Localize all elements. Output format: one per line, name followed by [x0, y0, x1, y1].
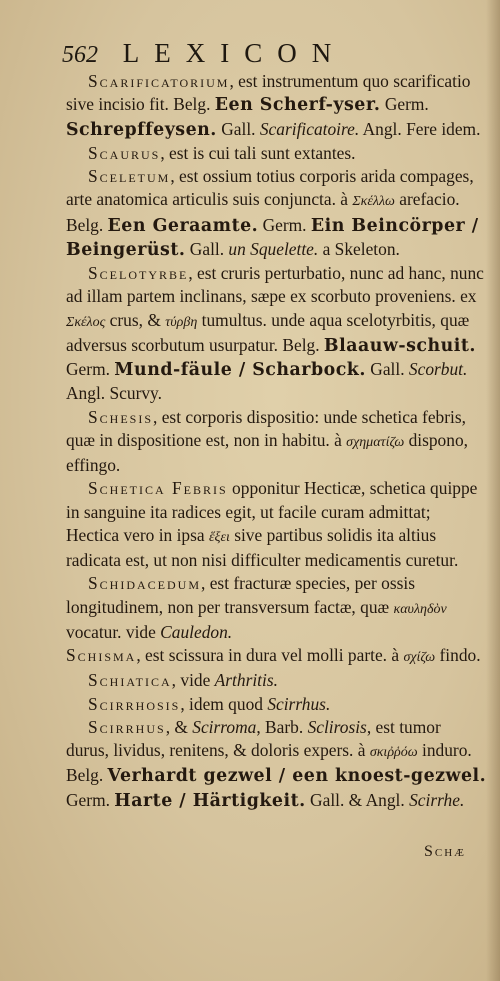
entry-text: Gall.: [365, 359, 409, 379]
page-edge-shadow: [486, 0, 500, 981]
vernacular-term: Mund-fäule / Scharbock.: [114, 360, 366, 380]
entry-text: , vide: [171, 670, 215, 691]
running-head: LEXICON: [122, 38, 347, 68]
greek-term: τύρβη: [165, 314, 198, 330]
greek-term: Σκέλος: [66, 314, 106, 330]
entry-text: , est fracturæ species, per ossis longitudinem, non per transversum factæ, quæ: [66, 573, 415, 617]
dictionary-entry: [66, 716, 488, 813]
entry-text: dispono, effingo.: [66, 429, 468, 475]
entry-text: Gall.: [216, 118, 260, 139]
entry-text: , idem quod: [180, 693, 268, 714]
entry-headword: Scelotyrbe: [88, 263, 189, 283]
vernacular-term: Verhardt gezwel / een knoest-gezwel.: [107, 766, 487, 787]
entry-text: Germ.: [380, 94, 429, 115]
vernacular-term: Schrepffeysen.: [66, 119, 217, 140]
italic-term: Scirrhe.: [409, 789, 465, 810]
entry-text: , Barb.: [256, 716, 308, 737]
entry-text: Germ.: [66, 789, 115, 810]
entry-headword: Schidacedum: [88, 573, 202, 594]
entry-headword: Scaurus: [88, 142, 161, 163]
entry-headword: Scarificatorium: [88, 71, 230, 91]
italic-term: Scorbut.: [408, 359, 468, 379]
entry-text: opponitur Hecticæ, schetica quippe in sanguine ita radices egit, ut facile curam admittat; Hectica vero in ipsa: [66, 478, 478, 545]
dictionary-entry: [66, 70, 488, 142]
entry-text: Angl. Fere idem.: [359, 118, 481, 139]
dictionary-entry: [66, 644, 488, 669]
entry-text: , est is cui tali sunt extantes.: [160, 142, 356, 163]
greek-term: καυληδὸν: [393, 601, 447, 617]
greek-term: σχηματίζω: [346, 434, 405, 450]
entry-text: tumultus. unde aqua scelotyrbitis, quæ adversus scorbutum usurpatur. Belg.: [66, 309, 470, 355]
entry-text: findo.: [435, 645, 481, 665]
entry-text: , est corporis dispositio: unde schetica febris, quæ in dispositione est, non in habitu. à: [66, 406, 466, 450]
dictionary-entry: [66, 165, 488, 262]
dictionary-entry: [66, 142, 488, 165]
vernacular-term: Harte / Härtigkeit.: [114, 790, 306, 811]
dictionary-entries: [66, 70, 488, 813]
entry-text: Germ.: [66, 359, 115, 379]
entry-text: Germ.: [258, 214, 311, 235]
entry-text: , est tumor durus, lividus, renitens, & doloris expers. à: [66, 716, 441, 760]
catchword: Schæ: [424, 843, 466, 860]
dictionary-entry: [66, 669, 488, 692]
entry-text: , est ossium totius corporis arida compages, arte anatomica articulis suis conjuncta. à: [66, 166, 474, 210]
entry-headword: Sceletum: [88, 166, 171, 186]
entry-text: , est scissura in dura vel molli parte. à: [136, 645, 404, 665]
italic-term: un Squelette.: [228, 238, 319, 259]
entry-headword: Schisma: [66, 645, 137, 665]
entry-text: arefacio. Belg.: [66, 189, 460, 235]
entry-text: Gall. & Angl.: [305, 789, 410, 810]
dictionary-entry: [66, 693, 488, 716]
italic-term: Scirrhus.: [267, 693, 331, 714]
entry-headword: Scirrhosis: [88, 693, 181, 714]
dictionary-entry: [66, 406, 488, 478]
greek-term: σκιῤῥόω: [369, 745, 418, 760]
vernacular-term: Een Geraamte.: [107, 215, 259, 236]
entry-text: induro. Belg.: [66, 740, 472, 786]
greek-term: ἕξει: [208, 529, 230, 545]
italic-term: Arthritis.: [214, 670, 278, 691]
italic-term: Scirroma: [192, 716, 257, 737]
entry-text: Gall.: [185, 238, 229, 259]
entry-text: , est instrumentum quo scarificatio sive incisio fit. Belg.: [66, 71, 471, 115]
entry-text: a Skeleton.: [318, 238, 400, 259]
entry-text: crus, &: [105, 309, 166, 330]
dictionary-entry: [66, 262, 488, 406]
entry-text: vocatur. vide: [66, 621, 161, 642]
page-header: [62, 38, 422, 69]
entry-headword: Schetica Febris: [88, 478, 228, 499]
entry-text: sive partibus solidis ita altius radicata est, ut non nisi difficulter medicamentis curetur.: [66, 524, 459, 570]
vernacular-term: Ein Beincörper / Beingerüst.: [66, 215, 479, 260]
entry-headword: Schiatica: [88, 670, 172, 691]
dictionary-entry: [66, 572, 488, 644]
entry-text: , &: [165, 716, 193, 737]
dictionary-entry: [66, 477, 488, 572]
vernacular-term: Blaauw-schuit.: [323, 335, 476, 356]
greek-term: σχίζω: [403, 650, 436, 665]
entry-headword: Schesis: [88, 406, 154, 427]
italic-term: Sclirosis: [307, 716, 367, 737]
greek-term: Σκέλλω: [352, 194, 395, 210]
italic-term: Cauledon.: [160, 621, 233, 642]
entry-text: Angl. Scurvy.: [66, 383, 162, 404]
vernacular-term: Een Scherf-yser.: [214, 95, 381, 116]
entry-text: , est cruris perturbatio, nunc ad hanc, nunc ad illam partem inclinans, sæpe ex scorbuto proveniens. ex: [66, 263, 484, 307]
italic-term: Scarificatoire.: [259, 118, 360, 139]
page-number: 562: [62, 42, 98, 68]
entry-headword: Scirrhus: [88, 716, 166, 737]
